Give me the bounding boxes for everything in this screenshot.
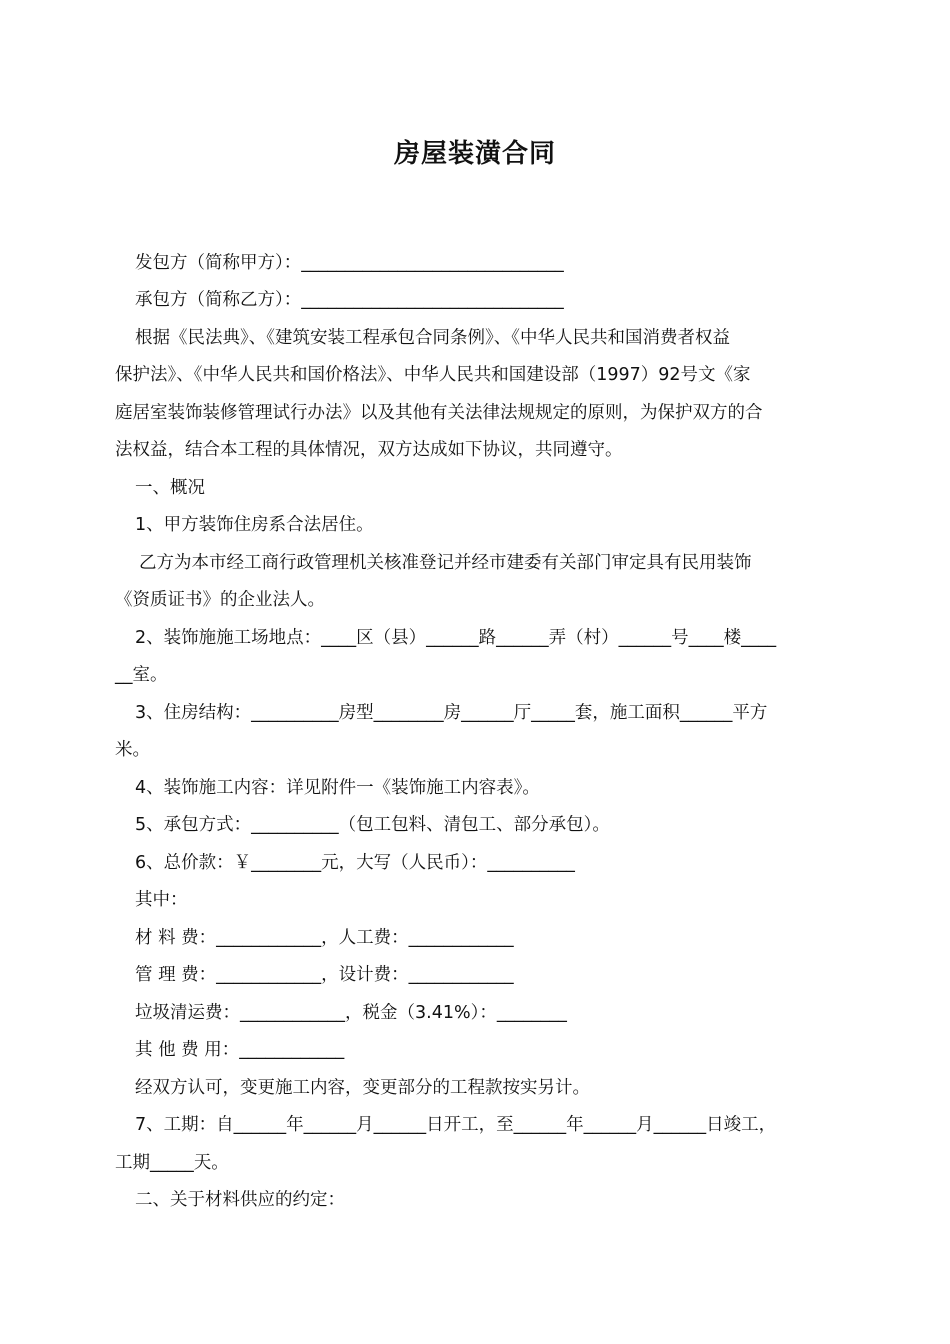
preamble-line-4: 法权益，结合本工程的具体情况，双方达成如下协议，共同遵守。 — [115, 440, 623, 460]
change-note: 经双方认可，变更施工内容，变更部分的工程款按实另计。 — [135, 1078, 590, 1098]
clause-1: 1、甲方装饰住房系合法居住。 — [135, 515, 374, 535]
clause-2-continued: __室。 — [115, 665, 168, 685]
section-2-heading: 二、关于材料供应的约定： — [135, 1190, 345, 1210]
management-design-fee-line: 管 理 费：____________，设计费：____________ — [135, 965, 514, 985]
preamble-line-1: 根据《民法典》、《建筑安装工程承包合同条例》、《中华人民共和国消费者权益 — [135, 328, 730, 348]
clause-3: 3、住房结构：__________房型________房______厅_____套，施工面积______平方 — [135, 703, 768, 723]
section-1-heading: 一、概况 — [135, 478, 205, 498]
clause-7-continued: 工期_____天。 — [115, 1153, 229, 1173]
party-a-line: 发包方（简称甲方）：______________________________ — [135, 253, 564, 273]
preamble-line-3: 庭居室装饰装修管理试行办法》以及其他有关法律法规规定的原则，为保护双方的合 — [115, 403, 763, 423]
party-b-line: 承包方（简称乙方）：______________________________ — [135, 290, 564, 310]
material-labor-fee-line: 材 料 费：____________，人工费：____________ — [135, 928, 514, 948]
clause-2: 2、装饰施施工场地点：____区（县）______路______弄（村）______号____楼____ — [135, 628, 777, 648]
garbage-tax-fee-line: 垃圾清运费：____________，税金（3.41%）：________ — [135, 1003, 567, 1023]
other-fee-line: 其 他 费 用：____________ — [135, 1040, 345, 1060]
clause-4: 4、装饰施工内容：详见附件一《装饰施工内容表》。 — [135, 778, 540, 798]
clause-1-continued-2: 《资质证书》的企业法人。 — [115, 590, 325, 610]
document-title: 房屋装潢合同 — [393, 139, 556, 169]
clause-7: 7、工期：自______年______月______日开工，至______年______月______日竣工， — [135, 1115, 777, 1135]
clause-5: 5、承包方式：__________（包工包料、清包工、部分承包）。 — [135, 815, 610, 835]
preamble-line-2: 保护法》、《中华人民共和国价格法》、中华人民共和国建设部（1997）92号文《家 — [115, 365, 751, 385]
clause-3-continued: 米。 — [115, 740, 150, 760]
clause-1-continued: 乙方为本市经工商行政管理机关核准登记并经市建委有关部门审定具有民用装饰 — [139, 553, 752, 573]
clause-6: 6、总价款：￥________元，大写（人民币）：__________ — [135, 853, 575, 873]
clause-6-breakdown: 其中： — [135, 890, 188, 910]
